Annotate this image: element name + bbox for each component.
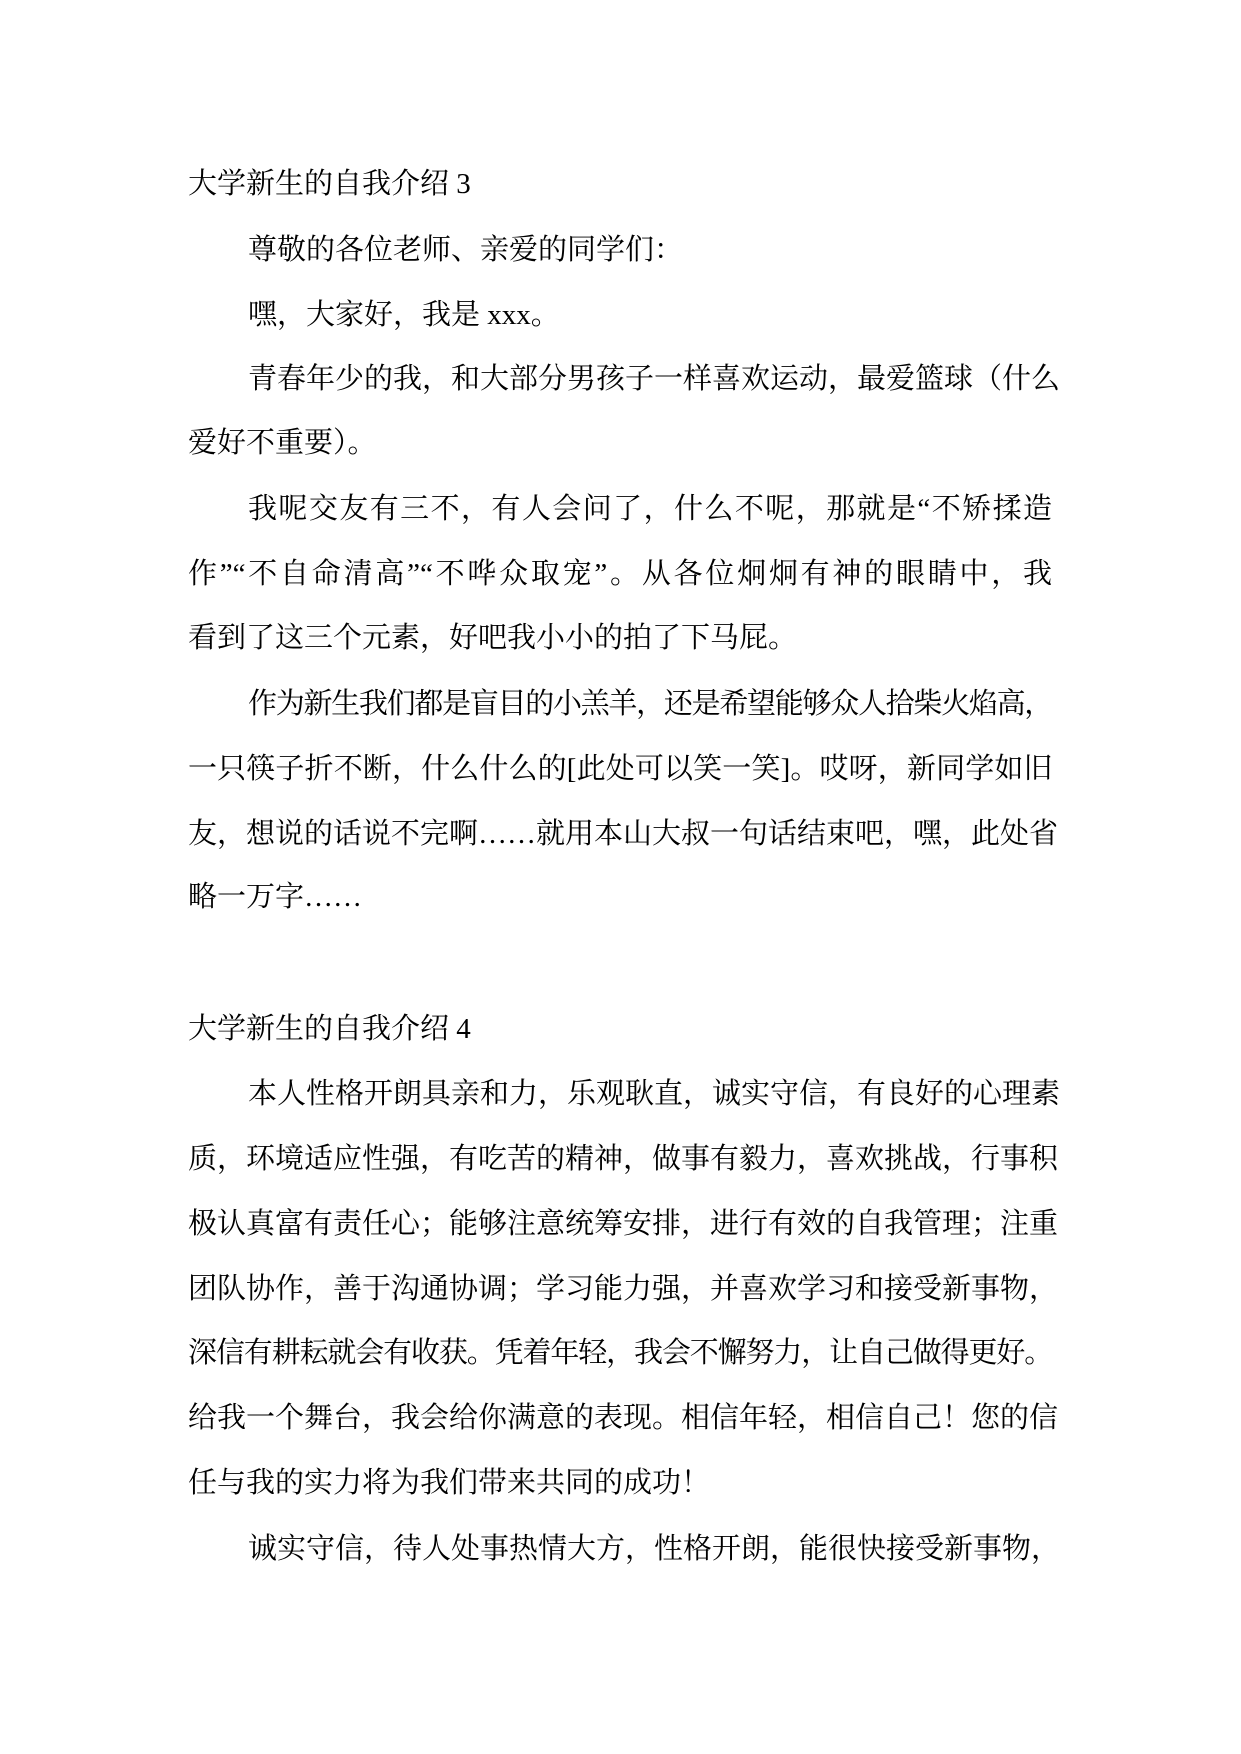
- paragraph-line: 本人性格开朗具亲和力，乐观耿直，诚实守信，有良好的心理素: [248, 1078, 1061, 1110]
- paragraph-line: 看到了这三个元素，好吧我小小的拍了下马屁。: [188, 622, 798, 654]
- paragraph-line: 爱好不重要）。: [188, 427, 377, 459]
- paragraph-line: 给我一个舞台，我会给你满意的表现。相信年轻，相信自己！您的信: [188, 1402, 1059, 1434]
- paragraph-line: 尊敬的各位老师、亲爱的同学们：: [248, 234, 684, 266]
- paragraph-line: 深信有耕耘就会有收获。凭着年轻，我会不懈努力，让自己做得更好。: [188, 1337, 1052, 1369]
- paragraph-line: 诚实守信，待人处事热情大方，性格开朗，能很快接受新事物，: [248, 1533, 1061, 1565]
- paragraph-line: 作为新生我们都是盲目的小羔羊，还是希望能够众人拾柴火焰高，: [248, 688, 1052, 720]
- paragraph-line: 团队协作，善于沟通协调；学习能力强，并喜欢学习和接受新事物，: [188, 1273, 1059, 1305]
- paragraph-line: 极认真富有责任心；能够注意统筹安排，进行有效的自我管理；注重: [188, 1208, 1059, 1240]
- paragraph-line: 任与我的实力将为我们带来共同的成功！: [188, 1467, 711, 1499]
- paragraph-line: 友，想说的话说不完啊……就用本山大叔一句话结束吧，嘿，此处省: [188, 818, 1059, 850]
- paragraph-line: 青春年少的我，和大部分男孩子一样喜欢运动，最爱篮球（什么: [248, 363, 1061, 395]
- paragraph-line: 嘿，大家好，我是 xxx。: [248, 299, 560, 331]
- section-heading: 大学新生的自我介绍 3: [188, 168, 471, 200]
- paragraph-line: 我呢交友有三不，有人会问了，什么不呢，那就是“不矫揉造: [248, 493, 1052, 525]
- paragraph-line: 质，环境适应性强，有吃苦的精神，做事有毅力，喜欢挑战，行事积: [188, 1143, 1059, 1175]
- section-heading: 大学新生的自我介绍 4: [188, 1013, 471, 1045]
- paragraph-line: 作”“不自命清高”“不哗众取宠”。从各位炯炯有神的眼睛中，我: [188, 558, 1052, 590]
- paragraph-line: 略一万字……: [188, 881, 363, 913]
- paragraph-line: 一只筷子折不断，什么什么的[此处可以笑一笑]。哎呀，新同学如旧: [188, 753, 1052, 785]
